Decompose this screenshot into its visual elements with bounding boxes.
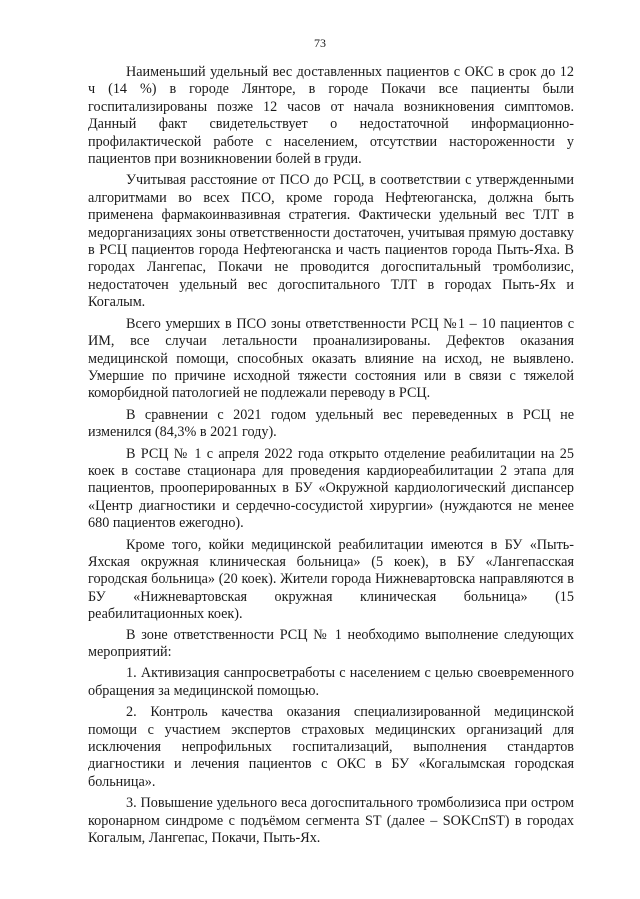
paragraph-rehab-beds: Кроме того, койки медицинской реабилитации имеются в БУ «Пыть-Яхская окружная клиническая больница» (5 коек), в БУ «Лангепасская городская больница» (20 коек). Жители города Нижневартовска направляются в БУ «Нижневартовская окружная клиническая больница» (15 реабилитационных коек). (88, 536, 574, 623)
list-item-measure-1: 1. Активизация санпросветработы с населением с целью своевременного обращения за медицинской помощью. (88, 665, 574, 699)
paragraph-comparison: В сравнении с 2021 годом удельный вес переведенных в РСЦ не изменился (84,3% в 2021 году). (88, 406, 574, 441)
paragraph-mortality: Всего умерших в ПСО зоны ответственности РСЦ №1 – 10 пациентов с ИМ, все случаи летальности проанализированы. Дефектов оказания медицинской помощи, способных оказать влияние на исход, не выявлено. Умершие по причине исходной тяжести состояния или в связи с тяжелой коморбидной патологией не подлежали переводу в РСЦ. (88, 315, 574, 402)
document-body (88, 64, 574, 851)
paragraph-rehab-department: В РСЦ № 1 с апреля 2022 года открыто отделение реабилитации на 25 коек в составе стационара для проведения кардиореабилитации 2 этапа для пациентов, прооперированных в БУ «Окружной кардиологический диспансер «Центр диагностики и сердечно-сосудистой хирургии» (нуждаются не менее 680 пациентов ежегодно). (88, 445, 574, 532)
page-number: 73 (314, 36, 326, 50)
list-item-measure-3: 3. Повышение удельного веса догоспитального тромболизиса при остром коронарном синдроме с подъёмом сегмента ST (далее – SOKСпST) в городах Когалым, Лангепас, Покачи, Пыть-Ях. (88, 795, 574, 847)
paragraph-oks-delivery: Наименьший удельный вес доставленных пациентов с ОКС в срок до 12 ч (14 %) в городе Лянторе, в городе Покачи все пациенты были госпитализированы позже 12 часов от начала возникновения симптомов. Данный факт свидетельствует о недостаточной информационно-профилактической работе с населением, отсутствии настороженности у пациентов при возникновении болей в груди. (88, 64, 574, 168)
paragraph-strategy: Учитывая расстояние от ПСО до РСЦ, в соответствии с утвержденными алгоритмами во всех ПСО, кроме города Нефтеюганска, должна быть применена фармакоинвазивная стратегия. Фактически удельный вес ТЛТ в медорганизациях зоны ответственности достаточен, учитывая прямую доставку в РСЦ пациентов города Нефтеюганска и часть пациентов города Пыть-Яха. В городах Лангепас, Покачи не проводится догоспитальный тромболизис, недостаточен удельный вес догоспитального ТЛТ в городах Пыть-Ях и Когалым. (88, 172, 574, 311)
list-item-measure-2: 2. Контроль качества оказания специализированной медицинской помощи с участием экспертов страховых медицинских организаций для исключения непрофильных госпитализаций, выполнения стандартов диагностики и лечения пациентов с ОКС в БУ «Когалымская городская больница». (88, 704, 574, 790)
paragraph-measures-intro: В зоне ответственности РСЦ № 1 необходимо выполнение следующих мероприятий: (88, 626, 574, 660)
